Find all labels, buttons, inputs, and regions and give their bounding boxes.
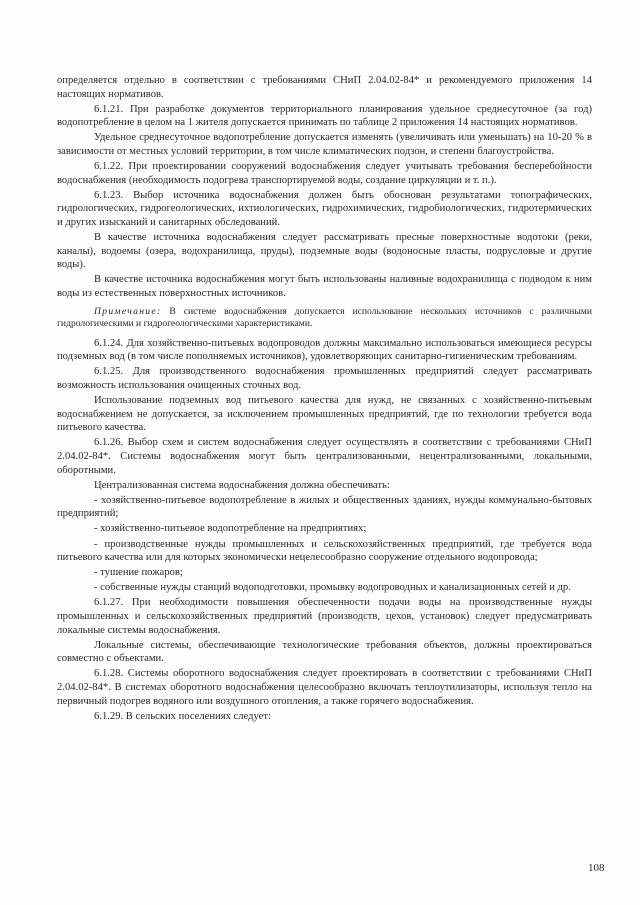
paragraph: Использование подземных вод питьевого качества для нужд, не связанных с хозяйственно-питьевым водоснабжением не допускается, за исключением промышленных предприятий, где по технологии требуется вода питьевого качества. bbox=[57, 395, 592, 434]
paragraph: В качестве источника водоснабжения могут быть использованы наливные водохранилища с подводом к ним воды из естественных поверхностных источников. bbox=[57, 274, 592, 299]
paragraph: 6.1.26. Выбор схем и систем водоснабжения следует осуществлять в соответствии с требованиями СНиП 2.04.02-84*. Системы водоснабжения могут быть централизованными, нецентрализованными, локальными, оборотными. bbox=[57, 437, 592, 476]
paragraph: В качестве источника водоснабжения следует рассматривать пресные поверхностные водотоки (реки, каналы), водоемы (озера, водохранилища, пруды), подземные воды (водоносные пласты, подрусловые и другие воды). bbox=[57, 232, 592, 271]
paragraph: Централизованная система водоснабжения должна обеспечивать: bbox=[94, 479, 390, 491]
list-item: - тушение пожаров; bbox=[94, 567, 183, 579]
paragraph: определяется отдельно в соответствии с требованиями СНиП 2.04.02-84* и рекомендуемого приложения 14 настоящих нормативов. bbox=[57, 75, 592, 100]
paragraph: Удельное среднесуточное водопотребление допускается изменять (увеличивать или уменьшать) на 10-20 % в зависимости от местных условий территории, в том числе климатических подзон, и степени благоустройства. bbox=[57, 132, 592, 157]
paragraph: 6.1.24. Для хозяйственно-питьевых водопроводов должны максимально использоваться имеющиеся ресурсы подземных вод (в том числе пополняемых источников), удовлетворяющих санитарно-гигиеническим требованиям. bbox=[57, 337, 592, 363]
paragraph: 6.1.27. При необходимости повышения обеспеченности подачи воды на производственные нужды промышленных и сельскохозяйственных предприятий (производств, цехов, установок) следует предусматривать локальные системы водоснабжения. bbox=[57, 597, 592, 636]
page-number: 108 bbox=[588, 862, 605, 874]
list-item: - собственные нужды станций водоподготовки, промывку водопроводных и канализационных сетей и др. bbox=[94, 582, 571, 594]
paragraph: 6.1.23. Выбор источника водоснабжения должен быть обоснован результатами топографических, гидрологических, гидрогеологических, ихтиологических, гидрохимических, гидробиологических, гидротермических и других изысканий и санитарных обследований. bbox=[57, 189, 592, 228]
paragraph: 6.1.22. При проектировании сооружений водоснабжения следует учитывать требования бесперебойности водоснабжения (необходимость подогрева транспортируемой воды, создание циркуляции и т. п.). bbox=[57, 161, 592, 186]
paragraph: 6.1.21. При разработке документов территориального планирования удельное среднесуточное (за год) водопотребление в целом на 1 жителя допускается принимать по таблице 2 приложения 14 настоящих нормативов. bbox=[57, 103, 592, 129]
paragraph: Локальные системы, обеспечивающие технологические требования объектов, должны проектироваться совместно с объектами. bbox=[57, 639, 592, 665]
list-item: - хозяйственно-питьевое водопотребление в жилых и общественных зданиях, нужды коммунально-бытовых предприятий; bbox=[57, 494, 592, 520]
page-body bbox=[57, 74, 592, 725]
paragraph: 6.1.29. В сельских поселениях следует: bbox=[94, 710, 271, 722]
paragraph: 6.1.28. Системы оборотного водоснабжения следует проектировать в соответствии с требованиями СНиП 2.04.02-84*. В системах оборотного водоснабжения целесообразно включать теплоутилизаторы, используя тепло на первичный подогрев водяного или воздушного отопления, а также горячего водоснабжения. bbox=[57, 668, 592, 707]
list-item: - хозяйственно-питьевое водопотребление на предприятиях; bbox=[94, 523, 367, 535]
paragraph: 6.1.25. Для производственного водоснабжения промышленных предприятий следует рассматривать возможность использования очищенных сточных вод. bbox=[57, 366, 592, 391]
note-label: Примечание: bbox=[94, 305, 162, 317]
note-text: В системе водоснабжения допускается использование нескольких источников с различными гидрологическими и гидрогеологическими характеристиками. bbox=[57, 305, 592, 330]
list-item: - производственные нужды промышленных и сельскохозяйственных предприятий, где требуется вода питьевого качества или для которых экономически нецелесообразно сооружение отдельного водопровода; bbox=[57, 538, 592, 564]
note bbox=[57, 306, 592, 331]
